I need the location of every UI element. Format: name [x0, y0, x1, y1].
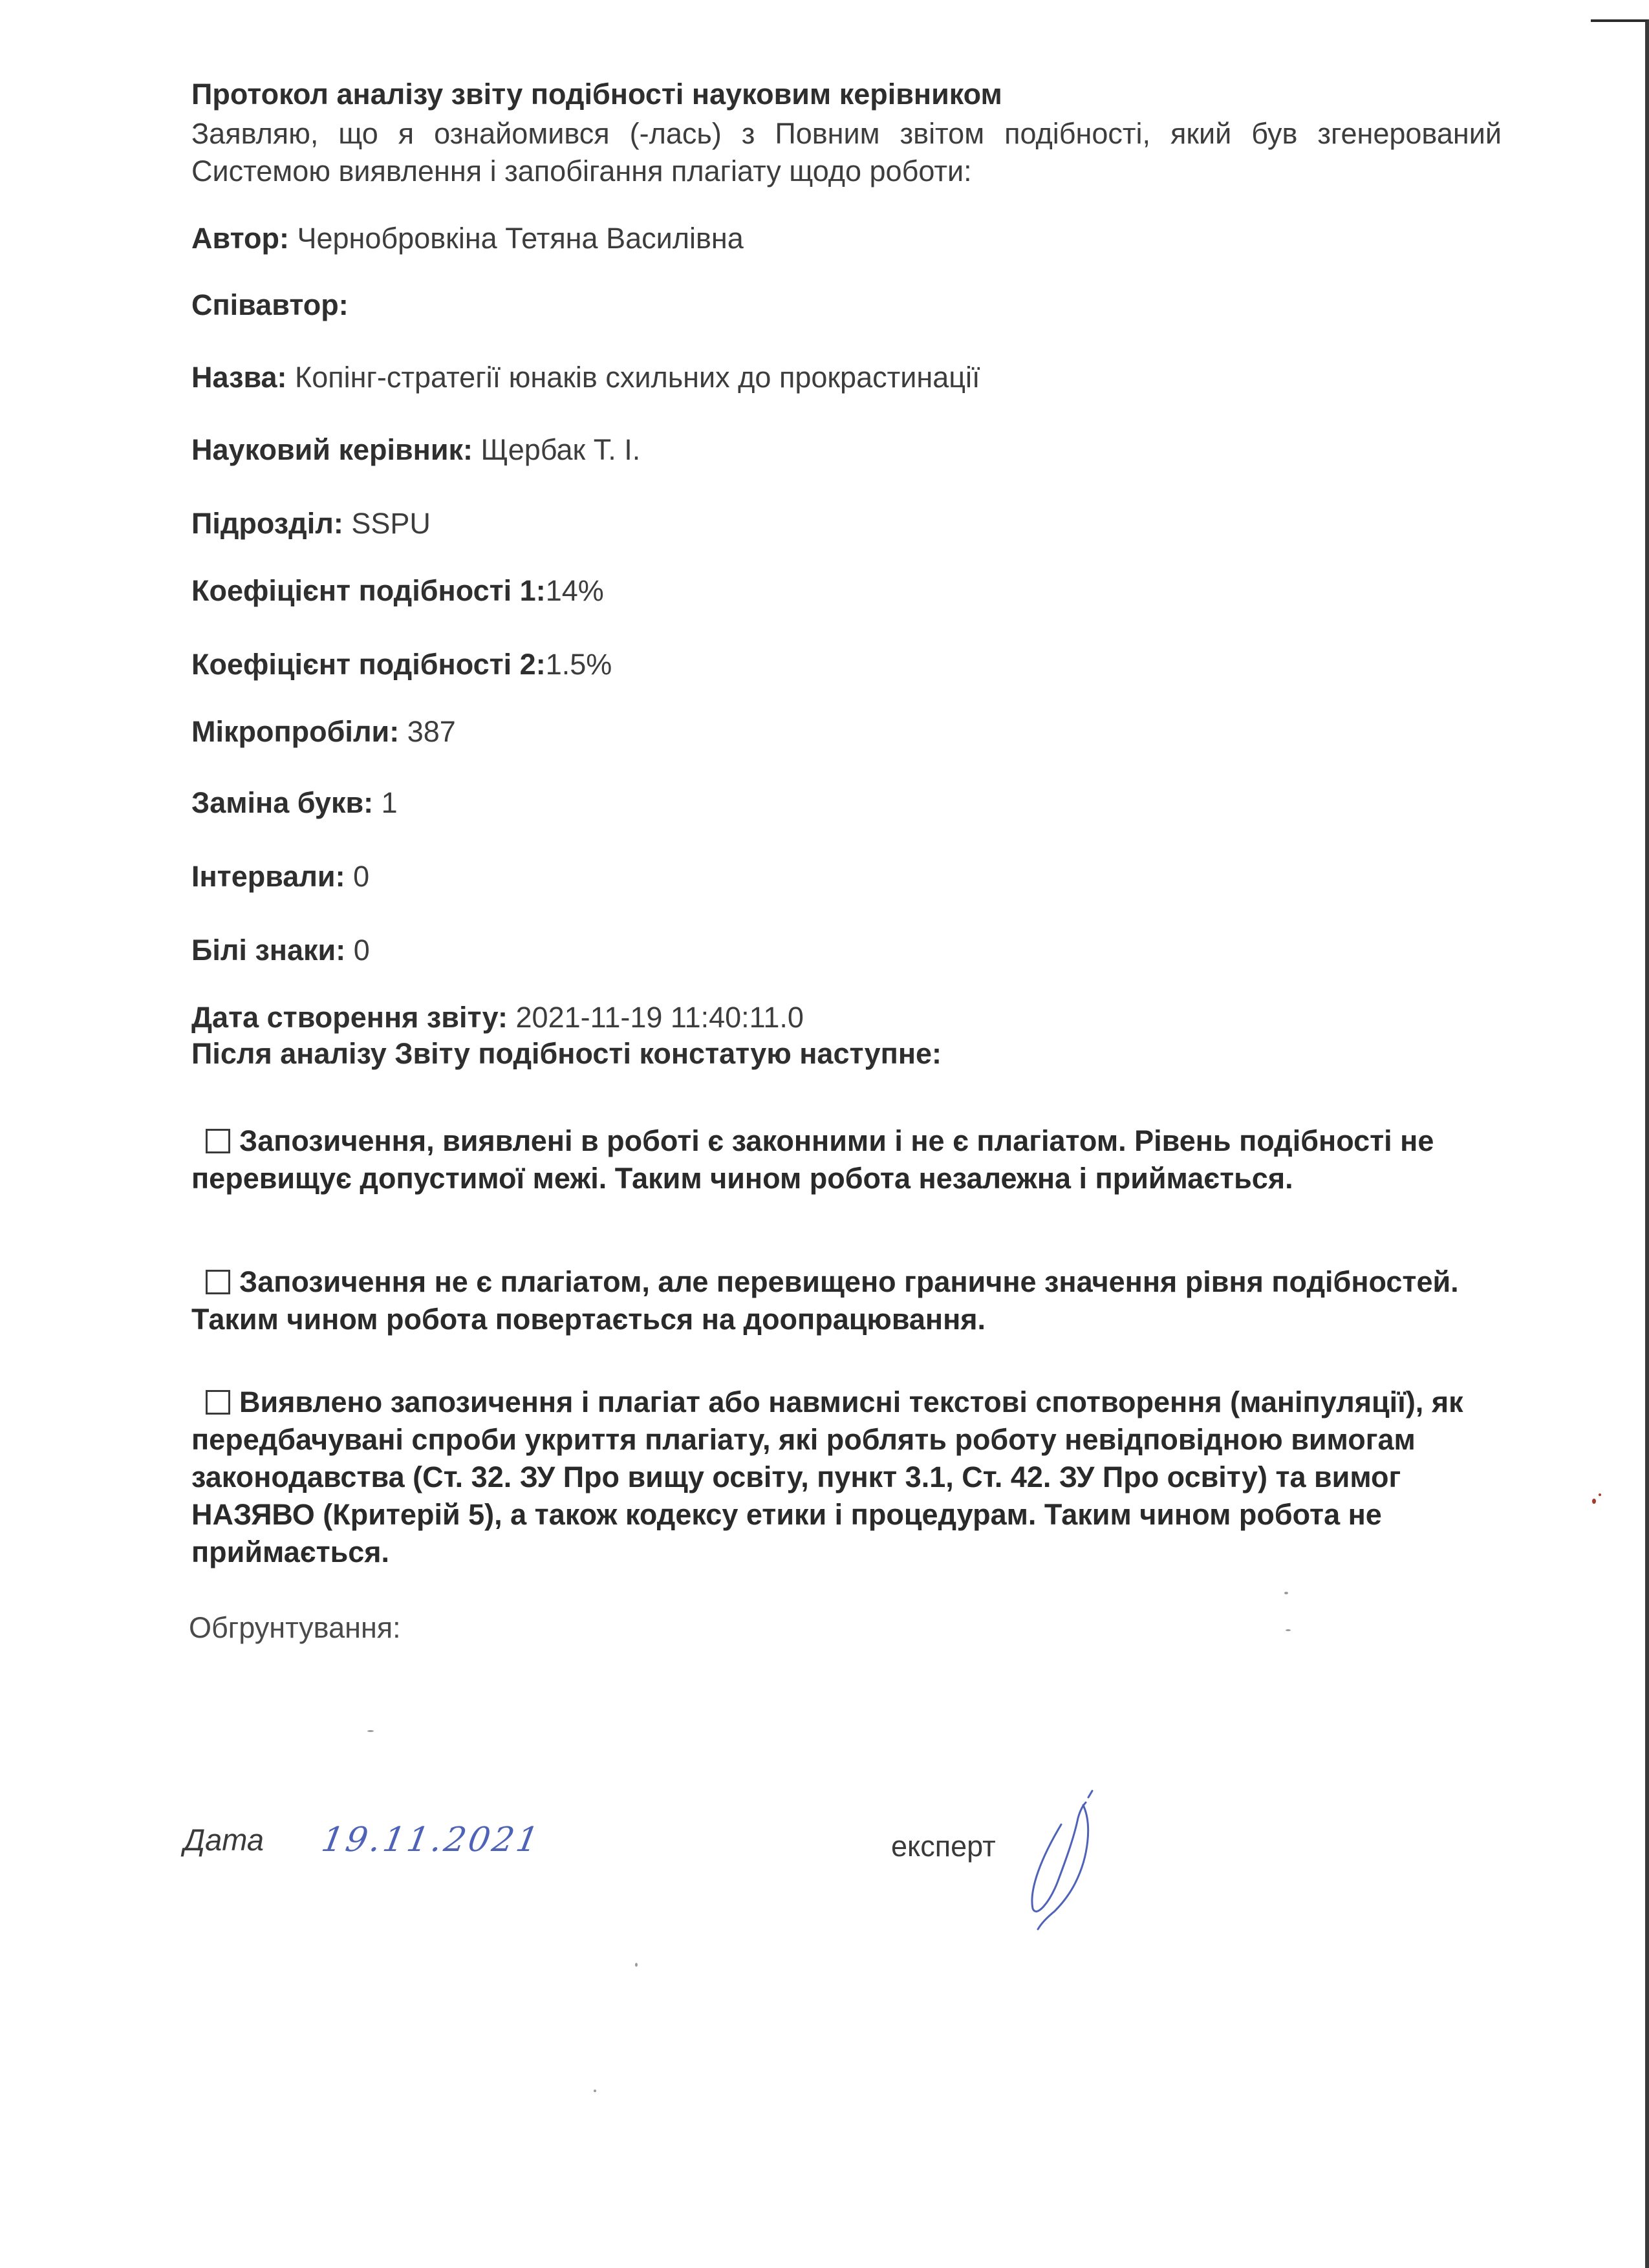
microspaces-label: Мікропробіли: [191, 715, 400, 748]
handwritten-date: 19.11.2021 [318, 1821, 544, 1859]
white-chars-label: Білі знаки: [191, 934, 346, 967]
author-field [191, 222, 744, 255]
report-date-value: 2021-11-19 11:40:11.0 [508, 1001, 804, 1034]
department-value: SSPU [343, 507, 431, 540]
coauthor-label: Співавтор: [191, 288, 349, 321]
scan-speck [635, 1963, 638, 1967]
scan-speck [594, 2090, 596, 2092]
option-revision-checkbox[interactable] [206, 1270, 230, 1294]
signature-row [184, 1810, 1502, 1940]
similarity2-label: Коефіцієнт подібності 2: [191, 648, 546, 681]
department-label: Підрозділ: [191, 507, 343, 540]
intro-statement: Заявляю, що я ознайомився (-лась) з Повним звітом подібності, який був згенерований Системою виявлення і запобігання плагіату щодо роботи: [191, 117, 1502, 187]
letter-substitution-value: 1 [373, 786, 398, 819]
option-legitimate-text: Запозичення, виявлені в роботі є законними і не є плагіатом. Рівень подібності не перевищує допустимої межі. Таким чином робота незалежна і приймається. [191, 1124, 1434, 1195]
report-date-label: Дата створення звіту: [191, 1001, 508, 1034]
report-date-field [191, 1001, 804, 1034]
intervals-field [191, 860, 369, 893]
coauthor-field [191, 288, 349, 322]
supervisor-field [191, 433, 640, 467]
author-label: Автор: [191, 222, 289, 255]
department-field [191, 507, 431, 540]
analysis-heading: Після аналізу Звіту подібності констатую наступне: [191, 1037, 942, 1070]
intervals-label: Інтервали: [191, 860, 345, 893]
white-chars-field [191, 934, 370, 967]
scan-speck [1592, 1499, 1596, 1504]
work-title-field [191, 361, 980, 394]
option-revision [191, 1263, 1491, 1338]
intervals-value: 0 [345, 860, 370, 893]
scan-speck [1286, 1629, 1291, 1631]
white-chars-value: 0 [345, 934, 370, 967]
letter-substitution-field [191, 786, 398, 820]
supervisor-label: Науковий керівник: [191, 433, 473, 466]
expert-label: експерт [891, 1830, 996, 1863]
similarity2-field [191, 648, 612, 681]
justification-label: Обгрунтування: [189, 1611, 401, 1644]
similarity1-label: Коефіцієнт подібності 1: [191, 574, 546, 607]
similarity2-value: 1.5% [545, 648, 612, 681]
scan-speck [367, 1730, 374, 1732]
expert-signature [1016, 1786, 1113, 1934]
date-label: Дата [184, 1823, 264, 1857]
option-plagiarism-text: Виявлено запозичення і плагіат або навмисні текстові спотворення (маніпуляції), як передбачувані спроби укриття плагіату, які роблять роботу невідповідною вимогам законодавства (Ст. 32. ЗУ Про вищу освіту, пункт 3.1, Ст. 42. ЗУ Про освіту) та вимог НАЗЯВО (Критерій 5), а також кодексу етики і процедурам. Таким чином робота не приймається. [191, 1385, 1463, 1568]
similarity1-field [191, 574, 604, 608]
option-plagiarism-checkbox[interactable] [206, 1390, 230, 1415]
scan-speck [1284, 1592, 1288, 1594]
author-value: Чернобровкіна Тетяна Василівна [288, 222, 744, 255]
work-title-label: Назва: [191, 361, 287, 394]
option-plagiarism [191, 1384, 1491, 1571]
scan-speck [1599, 1493, 1601, 1496]
option-legitimate [191, 1122, 1491, 1197]
similarity1-value: 14% [545, 574, 604, 607]
supervisor-value: Щербак Т. І. [473, 433, 641, 466]
document-title: Протокол аналізу звіту подібності науковим керівником [191, 78, 1002, 111]
option-revision-text: Запозичення не є плагіатом, але перевищено граничне значення рівня подібностей. Таким чином робота повертається на доопрацювання. [191, 1265, 1459, 1336]
microspaces-field [191, 715, 456, 749]
scan-page-edge [1591, 19, 1649, 2268]
letter-substitution-label: Заміна букв: [191, 786, 374, 819]
microspaces-value: 387 [399, 715, 456, 748]
option-legitimate-checkbox[interactable] [206, 1129, 230, 1153]
work-title-value: Копінг-стратегії юнаків схильних до прокрастинації [286, 361, 980, 394]
